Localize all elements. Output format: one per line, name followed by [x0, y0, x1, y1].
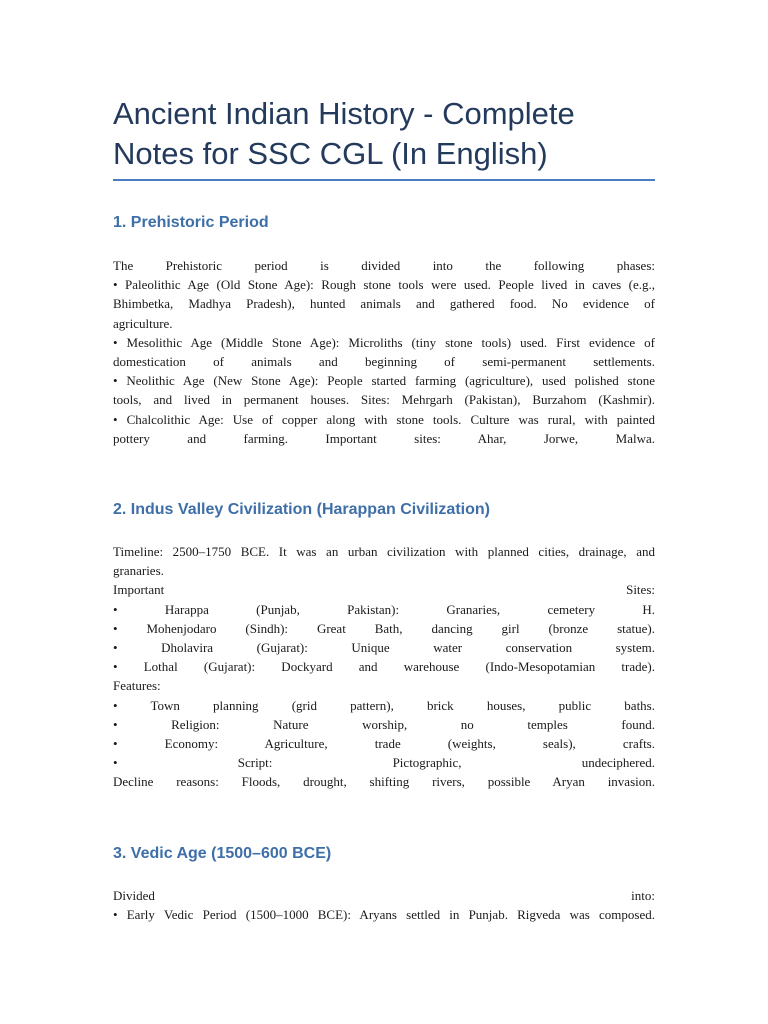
- text-line: • Town planning (grid pattern), brick houses, public baths.: [113, 697, 655, 713]
- text-line: • Lothal (Gujarat): Dockyard and warehouse (Indo-Mesopotamian trade).: [113, 659, 655, 675]
- section-body-prehistoric: [113, 256, 655, 448]
- text-line: tools, and lived in permanent houses. Sites: Mehrgarh (Pakistan), Burzahom (Kashmir).: [113, 392, 655, 408]
- text-line: The Prehistoric period is divided into the following phases:: [113, 258, 655, 273]
- document-title: Ancient Indian History - Complete Notes for SSC CGL (In English): [113, 96, 575, 171]
- text-line: Features:: [113, 678, 161, 694]
- text-line: • Script: Pictographic, undeciphered.: [113, 755, 655, 771]
- text-line: agriculture.: [113, 315, 173, 331]
- section-body-indus-valley: [113, 542, 655, 791]
- section-heading-vedic-age: 3. Vedic Age (1500–600 BCE): [113, 845, 332, 862]
- text-line: Timeline: 2500–1750 BCE. It was an urban civilization with planned cities, drainage, and: [113, 544, 655, 559]
- title-divider: [113, 179, 655, 181]
- text-line: Divided into:: [113, 888, 655, 903]
- text-line: Decline reasons: Floods, drought, shifting rivers, possible Aryan invasion.: [113, 774, 655, 790]
- text-line: Bhimbetka, Madhya Pradesh), hunted animals and gathered food. No evidence of: [113, 296, 655, 312]
- text-line: pottery and farming. Important sites: Ahar, Jorwe, Malwa.: [113, 430, 655, 446]
- section-heading-indus-valley: 2. Indus Valley Civilization (Harappan Civilization): [113, 501, 490, 518]
- text-line: • Mohenjodaro (Sindh): Great Bath, dancing girl (bronze statue).: [113, 620, 655, 636]
- text-line: Important Sites:: [113, 582, 655, 598]
- text-line: • Economy: Agriculture, trade (weights, seals), crafts.: [113, 735, 655, 751]
- section-heading-prehistoric: 1. Prehistoric Period: [113, 214, 269, 231]
- text-line: • Mesolithic Age (Middle Stone Age): Microliths (tiny stone tools) used. First evidence of: [113, 334, 655, 350]
- text-line: • Chalcolithic Age: Use of copper along with stone tools. Culture was rural, with painted: [113, 411, 655, 427]
- text-line: granaries.: [113, 563, 164, 579]
- text-line: • Harappa (Punjab, Pakistan): Granaries, cemetery H.: [113, 601, 655, 617]
- text-line: • Early Vedic Period (1500–1000 BCE): Aryans settled in Punjab. Rigveda was composed.: [113, 907, 655, 923]
- text-line: • Dholavira (Gujarat): Unique water conservation system.: [113, 639, 655, 655]
- text-line: • Neolithic Age (New Stone Age): People started farming (agriculture), used polished stone: [113, 373, 655, 389]
- text-line: • Paleolithic Age (Old Stone Age): Rough stone tools were used. People lived in caves (e.g.,: [113, 277, 655, 293]
- section-body-vedic-age: [113, 886, 655, 924]
- text-line: domestication of animals and beginning of semi-permanent settlements.: [113, 353, 655, 369]
- text-line: • Religion: Nature worship, no temples found.: [113, 716, 655, 732]
